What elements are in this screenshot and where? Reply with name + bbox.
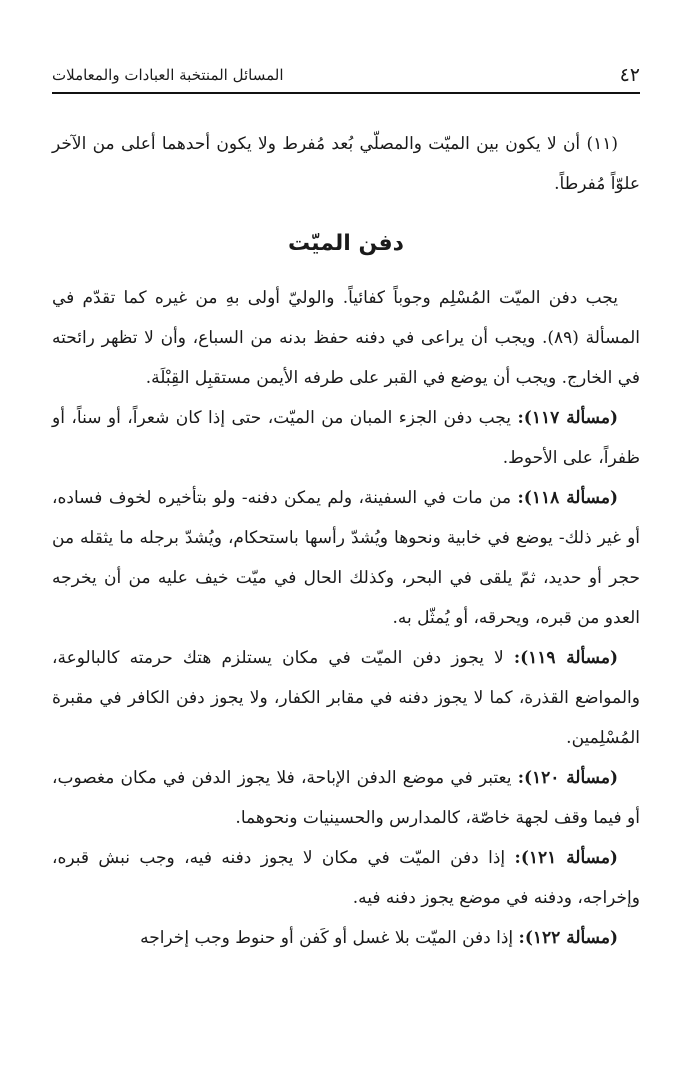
opening-paragraph: يجب دفن الميّت المُسْلِم وجوباً كفائياً. والوليّ أولى بهِ من غيره كما تقدّم في المسألة (٨٩). ويجب أن يراعى في دفنه حفظ بدنه من السباع، وأن لا تظهر رائحته في الخارج. ويجب أن يوضع في القبر على طرفه الأيمن مستقبِل القِبْلَة.: [52, 288, 640, 388]
issue-text: إذا دفن الميّت بلا غسل أو كَفن أو حنوط وجب إخراجه: [140, 928, 519, 948]
issue-label: (مسألة ١١٨):: [517, 488, 618, 508]
header-rule: [52, 92, 640, 94]
issue-119: [52, 638, 640, 758]
section-heading: دفن الميّت: [288, 231, 404, 256]
issue-label: (مسألة ١٢٢):: [518, 928, 618, 948]
intro-item: (١١) أن لا يكون بين الميّت والمصلّي بُعد مُفرط ولا يكون أحدهما أعلى من الآخر علوّاً مُفرطاً.: [52, 134, 640, 194]
issue-label: (مسألة ١٢٠):: [517, 768, 618, 788]
page-number: ٤٢: [619, 64, 640, 86]
issue-121: [52, 838, 640, 918]
book-title: المسائل المنتخبة العبادات والمعاملات: [52, 66, 284, 84]
issue-text: لا يجوز دفن الميّت في مكان يستلزم هتك حرمته كالبالوعة، والمواضع القذرة، كما لا يجوز دفنه في مقابر الكفار، ولا يجوز دفن الكافر في مقبرة المُسْلِمين.: [52, 648, 640, 748]
issue-label: (مسألة ١٢١):: [514, 848, 618, 868]
issue-text: يعتبر في موضع الدفن الإباحة، فلا يجوز الدفن في مكان مغصوب، أو فيما وقف لجهة خاصّة، كالمدارس والحسينيات ونحوهما.: [52, 768, 640, 828]
issue-text: إذا دفن الميّت في مكان لا يجوز دفنه فيه، وجب نبش قبره، وإخراجه، ودفنه في موضع يجوز دفنه فيه.: [52, 848, 640, 908]
issue-label: (مسألة ١١٩):: [513, 648, 618, 668]
issue-122: [52, 918, 640, 958]
issue-117: [52, 398, 640, 478]
issue-label: (مسألة ١١٧):: [517, 408, 618, 428]
page-body: [52, 124, 640, 958]
running-header: [52, 62, 640, 92]
issue-text: يجب دفن الجزء المبان من الميّت، حتى إذا كان شعراً، أو سناً، أو ظفراً، على الأحوط.: [52, 408, 640, 468]
issue-118: [52, 478, 640, 638]
issue-text: من مات في السفينة، ولم يمكن دفنه- ولو بتأخيره لخوف فساده، أو غير ذلك- يوضع في خابية ونحوها ويُشدّ رأسها باستحكام، ويُشدّ برجله ما يثقله من حجر أو حديد، ثمّ يلقى في البحر، وكذلك الحال في ميّت خيف عليه من أن يخرجه العدو من قبره، ويحرقه، أو يُمثّل به.: [52, 488, 640, 628]
issue-120: [52, 758, 640, 838]
